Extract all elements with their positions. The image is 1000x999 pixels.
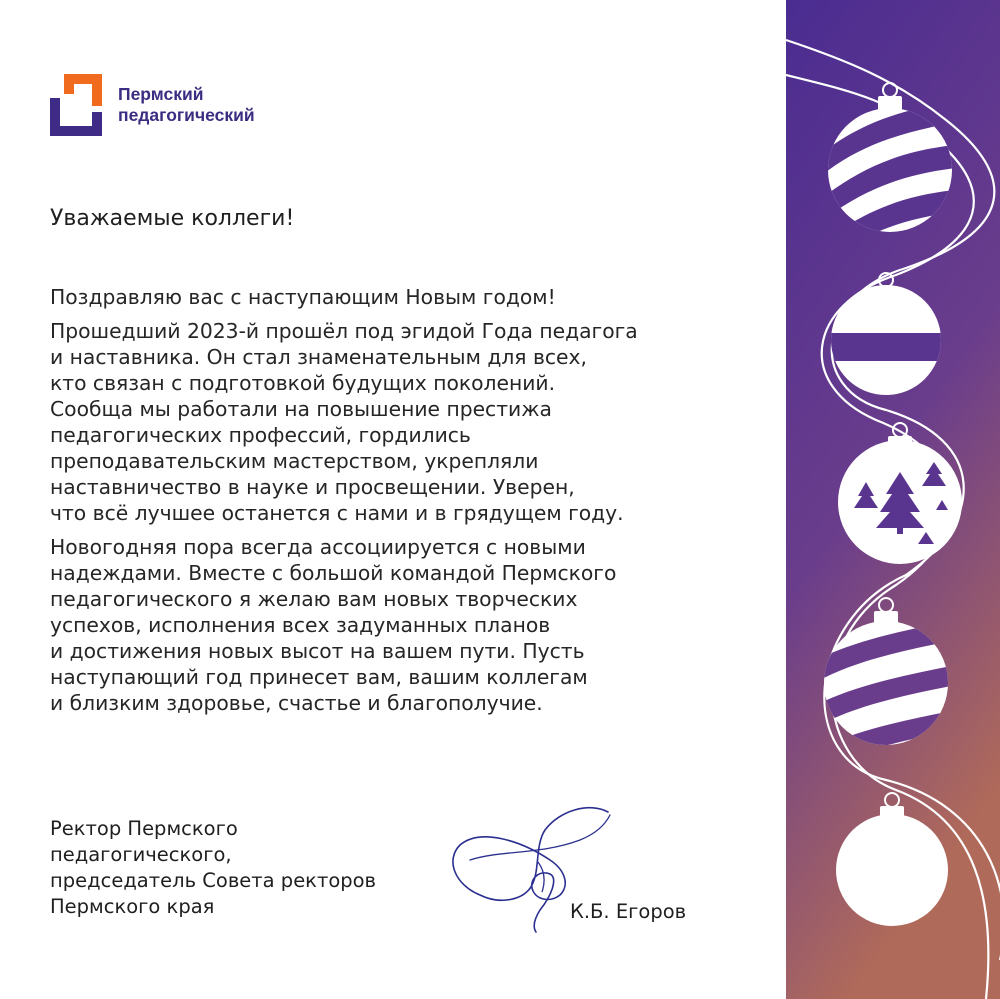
text-line: Новогодняя пора всегда ассоциируется с новыми [50, 535, 586, 559]
signatory-title [50, 816, 376, 920]
text-line: кто связан с подготовкой будущих поколений. [50, 371, 556, 395]
university-logo-icon [50, 74, 106, 136]
decorative-ornament-panel [786, 0, 1000, 999]
text-line: преподавательским мастерством, укрепляли [50, 449, 539, 473]
logo-line-2: педагогический [118, 105, 255, 125]
logo-line-1: Пермский [118, 84, 204, 104]
text-line: надеждами. Вместе с большой командой Пермского [50, 561, 617, 585]
signatory-title-line: Ректор Пермского [50, 817, 238, 840]
paragraph-2 [50, 318, 770, 526]
text-line: и достижения новых высот на вашем пути. Пусть [50, 639, 585, 663]
text-line: Поздравляю вас с наступающим Новым годом! [50, 285, 556, 309]
text-line: успехов, исполнения всех задуманных планов [50, 613, 551, 637]
signatory-title-line: педагогического, [50, 843, 232, 866]
university-logo [50, 74, 255, 136]
text-line: что всё лучшее останется с нами и в грядущем году. [50, 501, 624, 525]
signatory-title-line: председатель Совета ректоров [50, 869, 377, 892]
text-line: наставничество в науке и просвещении. Уверен, [50, 475, 575, 499]
logo-text [118, 84, 255, 126]
greeting-heading: Уважаемые коллеги! [50, 206, 295, 231]
text-line: наступающий год принесет вам, вашим коллегам [50, 665, 588, 689]
text-line: педагогического я желаю вам новых творческих [50, 587, 578, 611]
paragraph-1 [50, 284, 770, 310]
text-line: педагогических профессий, гордились [50, 423, 471, 447]
signatory-name: К.Б. Егоров [570, 900, 687, 923]
text-line: Сообща мы работали на повышение престижа [50, 397, 552, 421]
text-line: и близким здоровье, счастье и благополучие. [50, 691, 543, 715]
text-line: Прошедший 2023-й прошёл под эгидой Года педагога [50, 319, 638, 343]
paragraph-3 [50, 534, 770, 716]
signatory-title-line: Пермского края [50, 895, 215, 918]
letter-body [50, 284, 770, 724]
text-line: и наставника. Он стал знаменательным для всех, [50, 345, 587, 369]
